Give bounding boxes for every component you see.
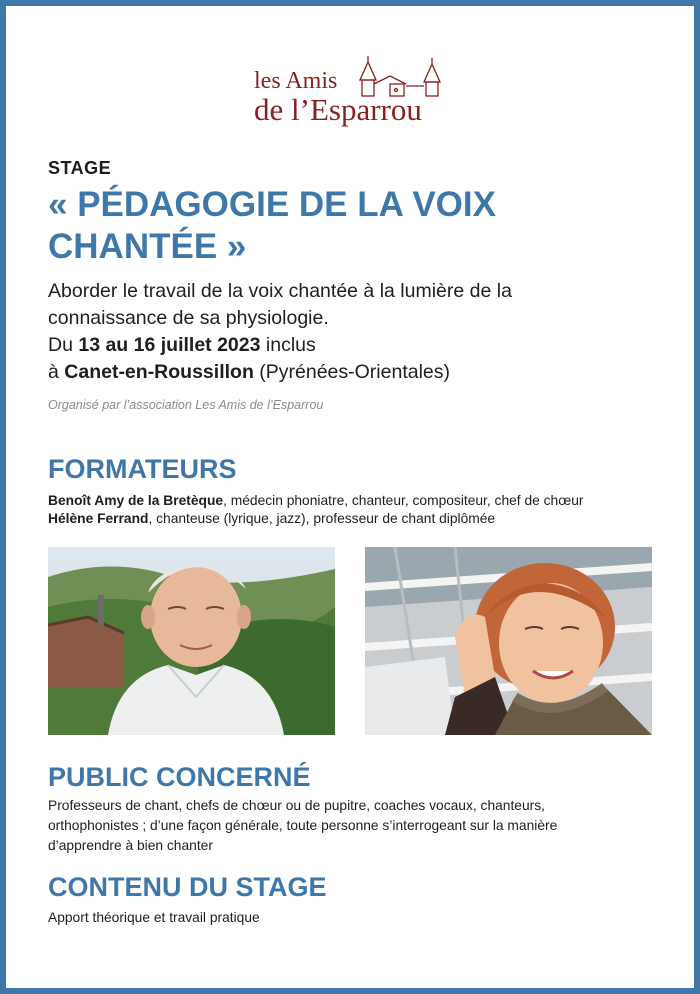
place-name: Canet-en-Roussillon (64, 361, 254, 383)
place-suffix: (Pyrénées-Orientales) (253, 361, 451, 383)
audience-line-1: Professeurs de chant, chefs de chœur ou de pupitre, coaches vocaux, chanteurs, (48, 798, 545, 813)
content-text: Apport théorique et travail pratique (48, 910, 260, 925)
place-prefix: à (48, 361, 65, 383)
flyer-page (6, 6, 694, 988)
trainer-name: Benoît Amy de la Bretèque (48, 493, 224, 508)
trainer-role: , chanteuse (lyrique, jazz), professeur de chant diplômée (148, 511, 496, 526)
audience-line-2: orthophonistes ; d’une façon générale, toute personne s’interrogeant sur la manière (48, 818, 558, 833)
organizer-note: Organisé par l’association Les Amis de l’Esparrou (48, 398, 324, 412)
lead-paragraph (48, 278, 668, 386)
date-range: 13 au 16 juillet 2023 (78, 334, 261, 356)
content-heading: CONTENU DU STAGE (48, 872, 327, 902)
trainers-heading: FORMATEURS (48, 454, 237, 484)
photo-trainer-2 (365, 547, 652, 735)
eyebrow-label: STAGE (48, 158, 112, 178)
trainer-item (48, 492, 584, 510)
trainer-role: , médecin phoniatre, chanteur, compositeur, chef de chœur (223, 493, 584, 508)
date-prefix: Du (48, 334, 79, 356)
logo-line-1: les Amis (254, 68, 338, 94)
lead-dates (48, 332, 668, 359)
photo-trainer-1 (48, 547, 335, 735)
lead-line-1: Aborder le travail de la voix chantée à la lumière de la (48, 280, 512, 302)
audience-line-3: d’apprendre à bien chanter (48, 838, 213, 853)
lead-line-2: connaissance de sa physiologie. (48, 307, 329, 329)
lead-place (48, 359, 668, 386)
trainer-name: Hélène Ferrand (48, 511, 149, 526)
page-title: « PÉDAGOGIE DE LA VOIX CHANTÉE » (48, 185, 496, 266)
logo (246, 54, 456, 136)
date-suffix: inclus (260, 334, 316, 356)
audience-heading: PUBLIC CONCERNÉ (48, 762, 311, 792)
trainers-list (48, 492, 584, 528)
logo-line-2: de l’Esparrou (254, 92, 422, 127)
audience-text (48, 796, 557, 856)
trainer-item (48, 510, 584, 528)
